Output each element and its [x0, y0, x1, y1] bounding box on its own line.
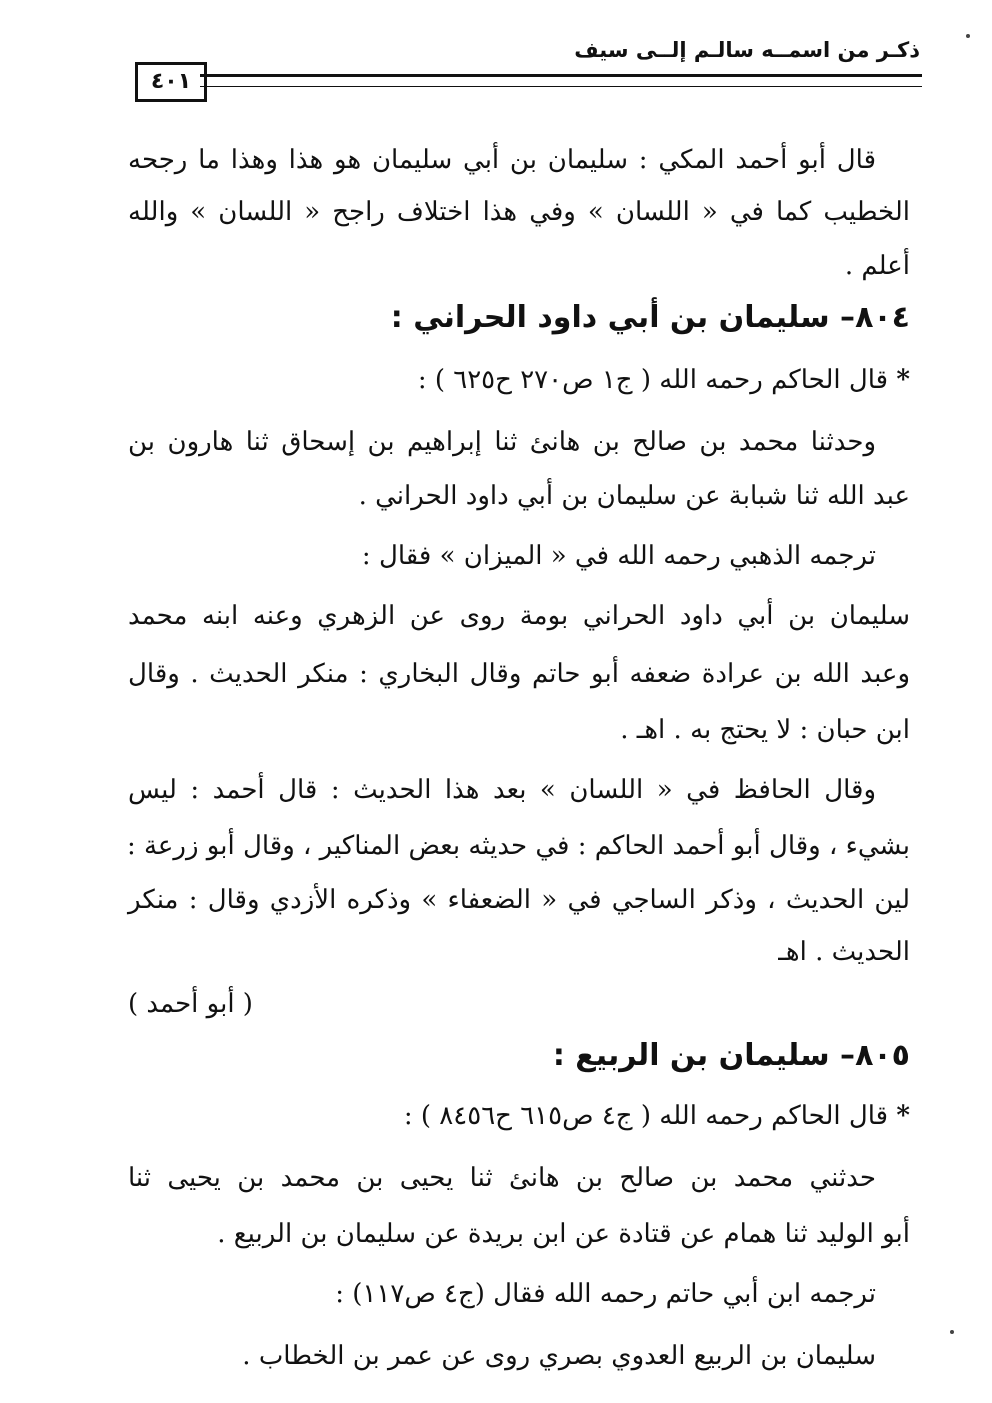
- body-line: الحديث . اهـ: [778, 937, 910, 967]
- source-citation: [128, 360, 910, 400]
- body-line: الخطيب كما في « اللسان » وفي هذا اختلاف راجح « اللسان » والله: [128, 197, 910, 227]
- body-line: لين الحديث ، وذكر الساجي في « الضعفاء » وذكره الأزدي وقال : منكر: [128, 885, 910, 915]
- source-citation-text: قال الحاكم رحمه الله ( ج٤ ص٦١٥ ح٨٤٥٦ ) :: [403, 1101, 889, 1131]
- body-line: وعبد الله بن عرادة ضعفه أبو حاتم وقال البخاري : منكر الحديث . وقال: [128, 659, 910, 689]
- body-line: ابن حبان : لا يحتج به . اهـ .: [620, 715, 910, 745]
- body-line: قال أبو أحمد المكي : سليمان بن أبي سليمان هو هذا وهذا ما رجحه: [128, 145, 876, 175]
- scan-speck: [950, 1330, 954, 1334]
- body-line: وقال الحافظ في « اللسان » بعد هذا الحديث : قال أحمد : ليس: [128, 775, 876, 805]
- source-citation: [128, 1096, 910, 1136]
- star-marker: *: [896, 365, 910, 395]
- body-line: سليمان بن أبي داود الحراني بومة روى عن الزهري وعنه ابنه محمد: [128, 601, 910, 631]
- header-rule-thin: [200, 86, 922, 87]
- star-marker: *: [896, 1101, 910, 1131]
- body-line: أبو الوليد ثنا همام عن قتادة عن ابن بريدة عن سليمان بن الربيع .: [217, 1219, 910, 1249]
- scan-speck: [966, 34, 970, 38]
- body-line: بشيء ، وقال أبو أحمد الحاكم : في حديثه بعض المناكير ، وقال أبو زرعة :: [126, 831, 910, 861]
- body-line: سليمان بن الربيع العدوي بصري روى عن عمر بن الخطاب .: [242, 1341, 876, 1371]
- body-line: ترجمه الذهبي رحمه الله في « الميزان » فقال :: [361, 541, 876, 571]
- running-title: ذكـر من اسمــه سالـم إلــى سيف: [574, 38, 920, 62]
- body-line: وحدثنا محمد بن صالح بن هانئ ثنا إبراهيم بن إسحاق ثنا هارون بن: [128, 427, 876, 457]
- entry-heading: ٨٠٤– سليمان بن أبي داود الحراني :: [390, 300, 910, 335]
- body-line: ترجمه ابن أبي حاتم رحمه الله فقال (ج٤ ص١١٧) :: [335, 1279, 876, 1309]
- page-number: ٤٠١: [135, 62, 207, 102]
- body-line: أعلم .: [844, 251, 910, 281]
- source-citation-text: قال الحاكم رحمه الله ( ج١ ص٢٧٠ ح٦٢٥ ) :: [417, 365, 889, 395]
- body-line: حدثني محمد بن صالح بن هانئ ثنا يحيى بن محمد بن يحيى ثنا: [128, 1163, 876, 1193]
- body-line: عبد الله ثنا شبابة عن سليمان بن أبي داود الحراني .: [358, 481, 910, 511]
- header-rule-thick: [200, 74, 922, 77]
- author-signature: ( أبو أحمد ): [128, 989, 253, 1019]
- entry-heading: ٨٠٥– سليمان بن الربيع :: [552, 1038, 910, 1073]
